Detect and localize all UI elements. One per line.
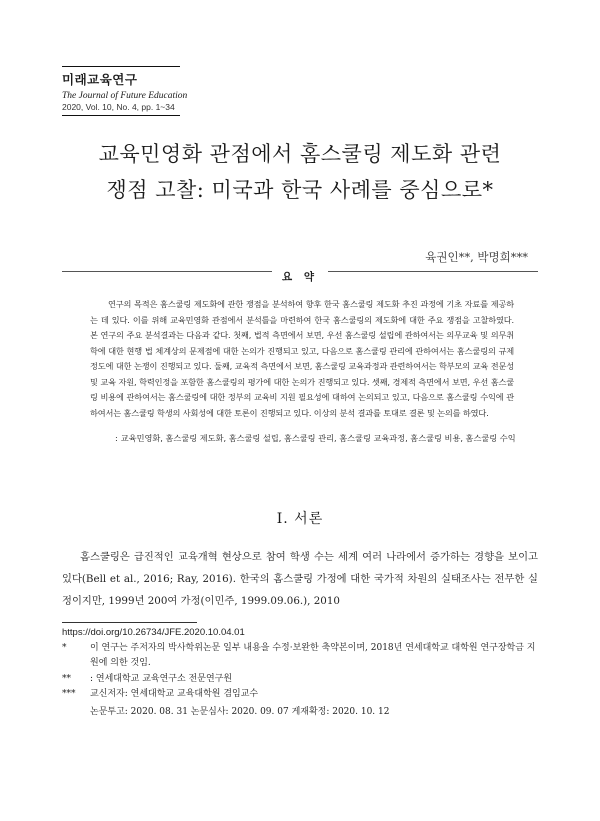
footnote-text: : 연세대학교 교육연구소 전문연구원 [90, 673, 233, 684]
authors: 육권인**, 박명희*** [425, 250, 528, 264]
title-line-1: 교육민영화 관점에서 홈스쿨링 제도화 관련 [98, 142, 502, 166]
section-heading: Ⅰ. 서론 [276, 511, 324, 527]
keywords-label: : [115, 433, 118, 443]
footnote-mark: * [62, 642, 67, 653]
footnote-text: 이 연구는 주저자의 박사학위논문 일부 내용을 수정·보완한 축약본이며, 2018년 연세대학교 대학원 연구장학금 지원에 의한 것임. [90, 642, 536, 668]
journal-name-korean: 미래교육연구 [62, 72, 138, 87]
abstract-text: 연구의 목적은 홈스쿨링 제도화에 관한 쟁점을 분석하여 향후 한국 홈스쿨링 제도화 추진 과정에 기초 자료를 제공하는 데 있다. 이를 위해 교육민영화 관점에서 분석틀을 마련하여 한국 홈스쿨링의 제도화에 대한 주요 쟁점을 고찰하였다. 본 연구의 주요 분석결과는 다음과 같다. 첫째, 법적 측면에서 보면, 우선 홈스쿨링 설립에 관하여서는 의무교육 및 의무취학에 대한 현행 법 체계상의 문제점에 대한 논의가 진행되고 있고, 다음으로 홈스쿨링 관리에 관하여서는 홈스쿨링의 규제 정도에 대한 논쟁이 진행되고 있다. 둘째, 교육적 측면에서 보면, 홈스쿨링 교육과정과 관련하여서는 학부모의 교육 전문성 및 교육 자원, 학력인정을 포함한 홈스쿨링의 평가에 대한 논의가 진행되고 있다. 셋째, 경제적 측면에서 보면, 우선 홈스쿨링 비용에 관하여서는 홈스쿨링에 대한 정부의 교육비 지원 필요성에 대하여 논의되고 있고, 다음으로 홈스쿨링 수익에 관하여서는 홈스쿨링 학생의 사회성에 대한 토론이 진행되고 있다. 이상의 분석 결과를 토대로 결론 및 논의를 하였다. [90, 299, 514, 418]
keywords [115, 431, 525, 446]
keywords-text: 교육민영화, 홈스쿨링 제도화, 홈스쿨링 설립, 홈스쿨링 관리, 홈스쿨링 교육과정, 홈스쿨링 비용, 홈스쿨링 수익 [120, 433, 516, 443]
paper-title [60, 136, 540, 208]
body-paragraph: 홈스쿨링은 급진적인 교육개혁 현상으로 참여 학생 수는 세계 여러 나라에서 증가하는 경향을 보이고 있다(Bell et al., 2016; Ray, 2016). 한국의 홈스쿨링 가정에 대한 국가적 차원의 실태조사는 전무한 실정이지만, 1999년 200여 가정(이민주, 1999.09.06.), 2010 [62, 551, 538, 607]
footnotes [62, 625, 538, 720]
title-line-2: 쟁점 고찰: 미국과 한국 사례를 중심으로* [106, 178, 494, 202]
footnote-mark: ** [62, 673, 71, 684]
footnote-divider [62, 622, 197, 623]
journal-name-english: The Journal of Future Education [62, 91, 188, 101]
footnote-item [62, 687, 538, 703]
abstract-heading-label: 요 약 [272, 271, 328, 283]
footnote-text: 교신저자: 연세대학교 교육대학원 겸임교수 [90, 689, 259, 699]
journal-header [62, 66, 188, 116]
footnote-item [62, 641, 538, 672]
doi-link[interactable]: https://doi.org/10.26734/JFE.2020.10.04.01 [62, 627, 245, 638]
footnote-mark: *** [62, 689, 76, 699]
submission-dates: 논문투고: 2020. 08. 31 논문심사: 2020. 09. 07 게재확정: 2020. 10. 12 [90, 706, 390, 717]
journal-volume-info: 2020, Vol. 10, No. 4, pp. 1~34 [62, 102, 175, 112]
footnote-item [62, 672, 538, 688]
abstract-heading [0, 265, 600, 284]
